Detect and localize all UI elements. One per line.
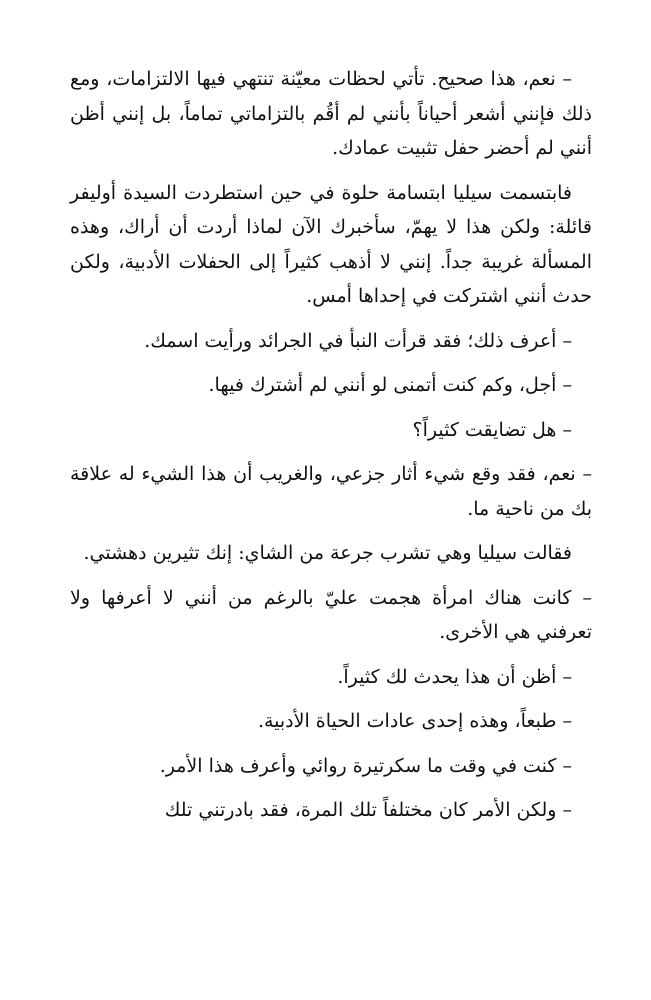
paragraph-4: – أجل، وكم كنت أتمنى لو أنني لم أشترك فيها. — [208, 374, 572, 396]
paragraph-10: – طبعاً، وهذه إحدى عادات الحياة الأدبية. — [257, 710, 572, 732]
page-text — [70, 62, 592, 838]
paragraph-12: – ولكن الأمر كان مختلفاً تلك المرة، فقد بادرتني تلك — [164, 799, 572, 821]
paragraph-5: – هل تضايقت كثيراً؟ — [412, 418, 572, 441]
paragraph-9: – أظن أن هذا يحدث لك كثيراً. — [337, 665, 572, 688]
paragraph-1: – نعم، هذا صحيح. تأتي لحظات معيّنة تنتهي فيها الالتزامات، ومع ذلك فإنني أشعر أحياناً بأنني لم أقُم بالتزاماتي تماماً، بل إنني أظن أنني لم أحضر حفل تثبيت عمادك. — [70, 68, 592, 159]
paragraph-7: فقالت سيليا وهي تشرب جرعة من الشاي: إنك تثيرين دهشتي. — [83, 542, 572, 564]
paragraph-3: – أعرف ذلك؛ فقد قرأت النبأ في الجرائد ورأيت اسمك. — [144, 329, 572, 352]
paragraph-6: – نعم، فقد وقع شيء أثار جزعي، والغريب أن هذا الشيء له علاقة بك من ناحية ما. — [70, 463, 592, 520]
paragraph-11: – كنت في وقت ما سكرتيرة روائي وأعرف هذا الأمر. — [159, 754, 572, 777]
paragraph-8: – كانت هناك امرأة هجمت عليّ بالرغم من أنني لا أعرفها ولا تعرفني هي الأخرى. — [70, 586, 592, 643]
paragraph-2: فابتسمت سيليا ابتسامة حلوة في حين استطردت السيدة أوليفر قائلة: ولكن هذا لا يهمّ، سأخبرك الآن لماذا أردت أن أراك، وهذه المسألة غريبة جداً. إنني لا أذهب كثيراً إلى الحفلات الأدبية، ولكن حدث أنني اشتركت في إحداها أمس. — [70, 181, 592, 307]
